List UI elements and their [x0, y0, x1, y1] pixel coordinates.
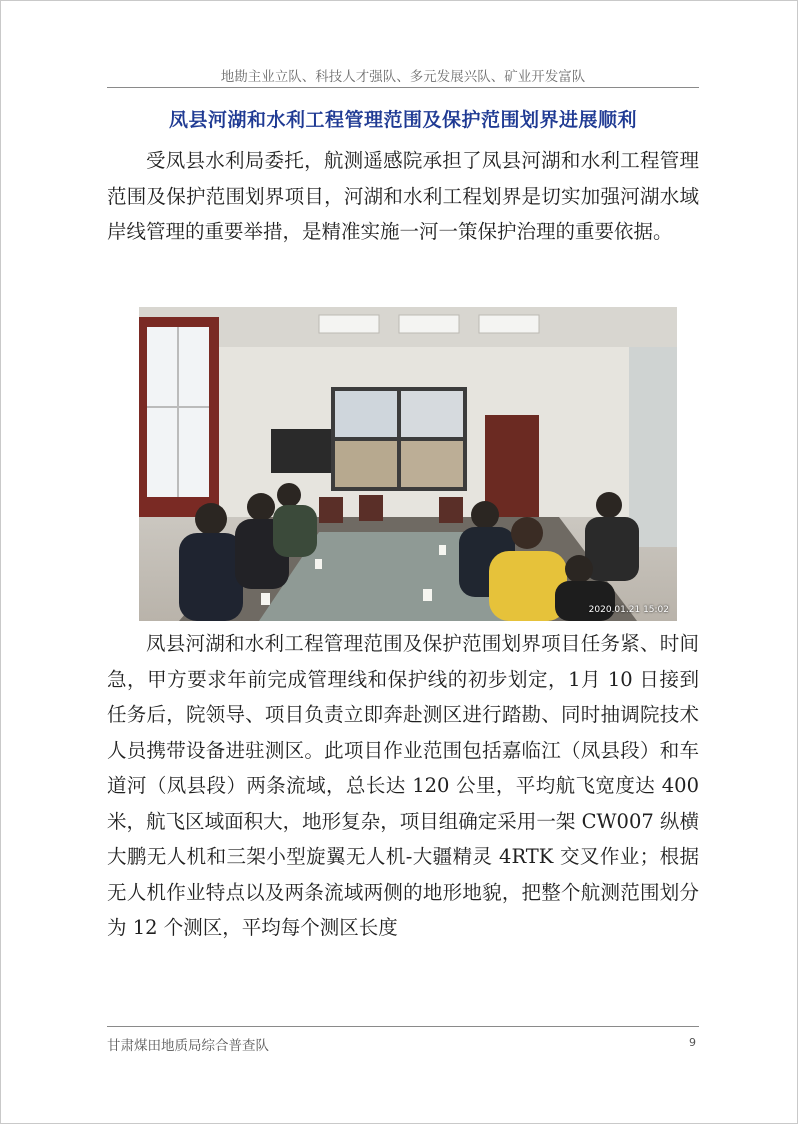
paragraph-2: 凤县河湖和水利工程管理范围及保护范围划界项目任务紧、时间急，甲方要求年前完成管理线和保护线的初步划定，1月 10 日接到任务后，院领导、项目负责立即奔赴测区进行踏勘、同时抽调院技术人员携带设备进驻测区。此项目作业范围包括嘉临江（凤县段）和车道河（凤县段）两条流域，总长达 120 公里，平均航飞宽度达 400 米，航飞区域面积大，地形复杂，项目组确定采用一架 CW007 纵横大鹏无人机和三架小型旋翼无人机-大疆精灵 4RTK 交叉作业；根据无人机作业特点以及两条流域两侧的地形地貌，把整个航测范围划分为 12 个测区，平均每个测区长度: [107, 632, 699, 939]
footer-divider: [107, 1026, 699, 1027]
paragraph-1: 受凤县水利局委托，航测遥感院承担了凤县河湖和水利工程管理范围及保护范围划界项目，河湖和水利工程划界是切实加强河湖水域岸线管理的重要举措，是精准实施一河一策保护治理的重要依据。: [107, 149, 699, 243]
article-title: 凤县河湖和水利工程管理范围及保护范围划界进展顺利: [168, 109, 637, 131]
footer-organization: 甘肃煤田地质局综合普查队: [107, 1038, 269, 1054]
page-header: 地勘主业立队、科技人才强队、多元发展兴队、矿业开发富队: [220, 69, 586, 85]
header-divider: [107, 87, 699, 88]
page-number: 9: [689, 1036, 696, 1049]
meeting-photo-icon: [139, 307, 677, 621]
meeting-photo: [139, 307, 677, 621]
photo-timestamp: 2020.01.21 15:02: [588, 605, 669, 615]
